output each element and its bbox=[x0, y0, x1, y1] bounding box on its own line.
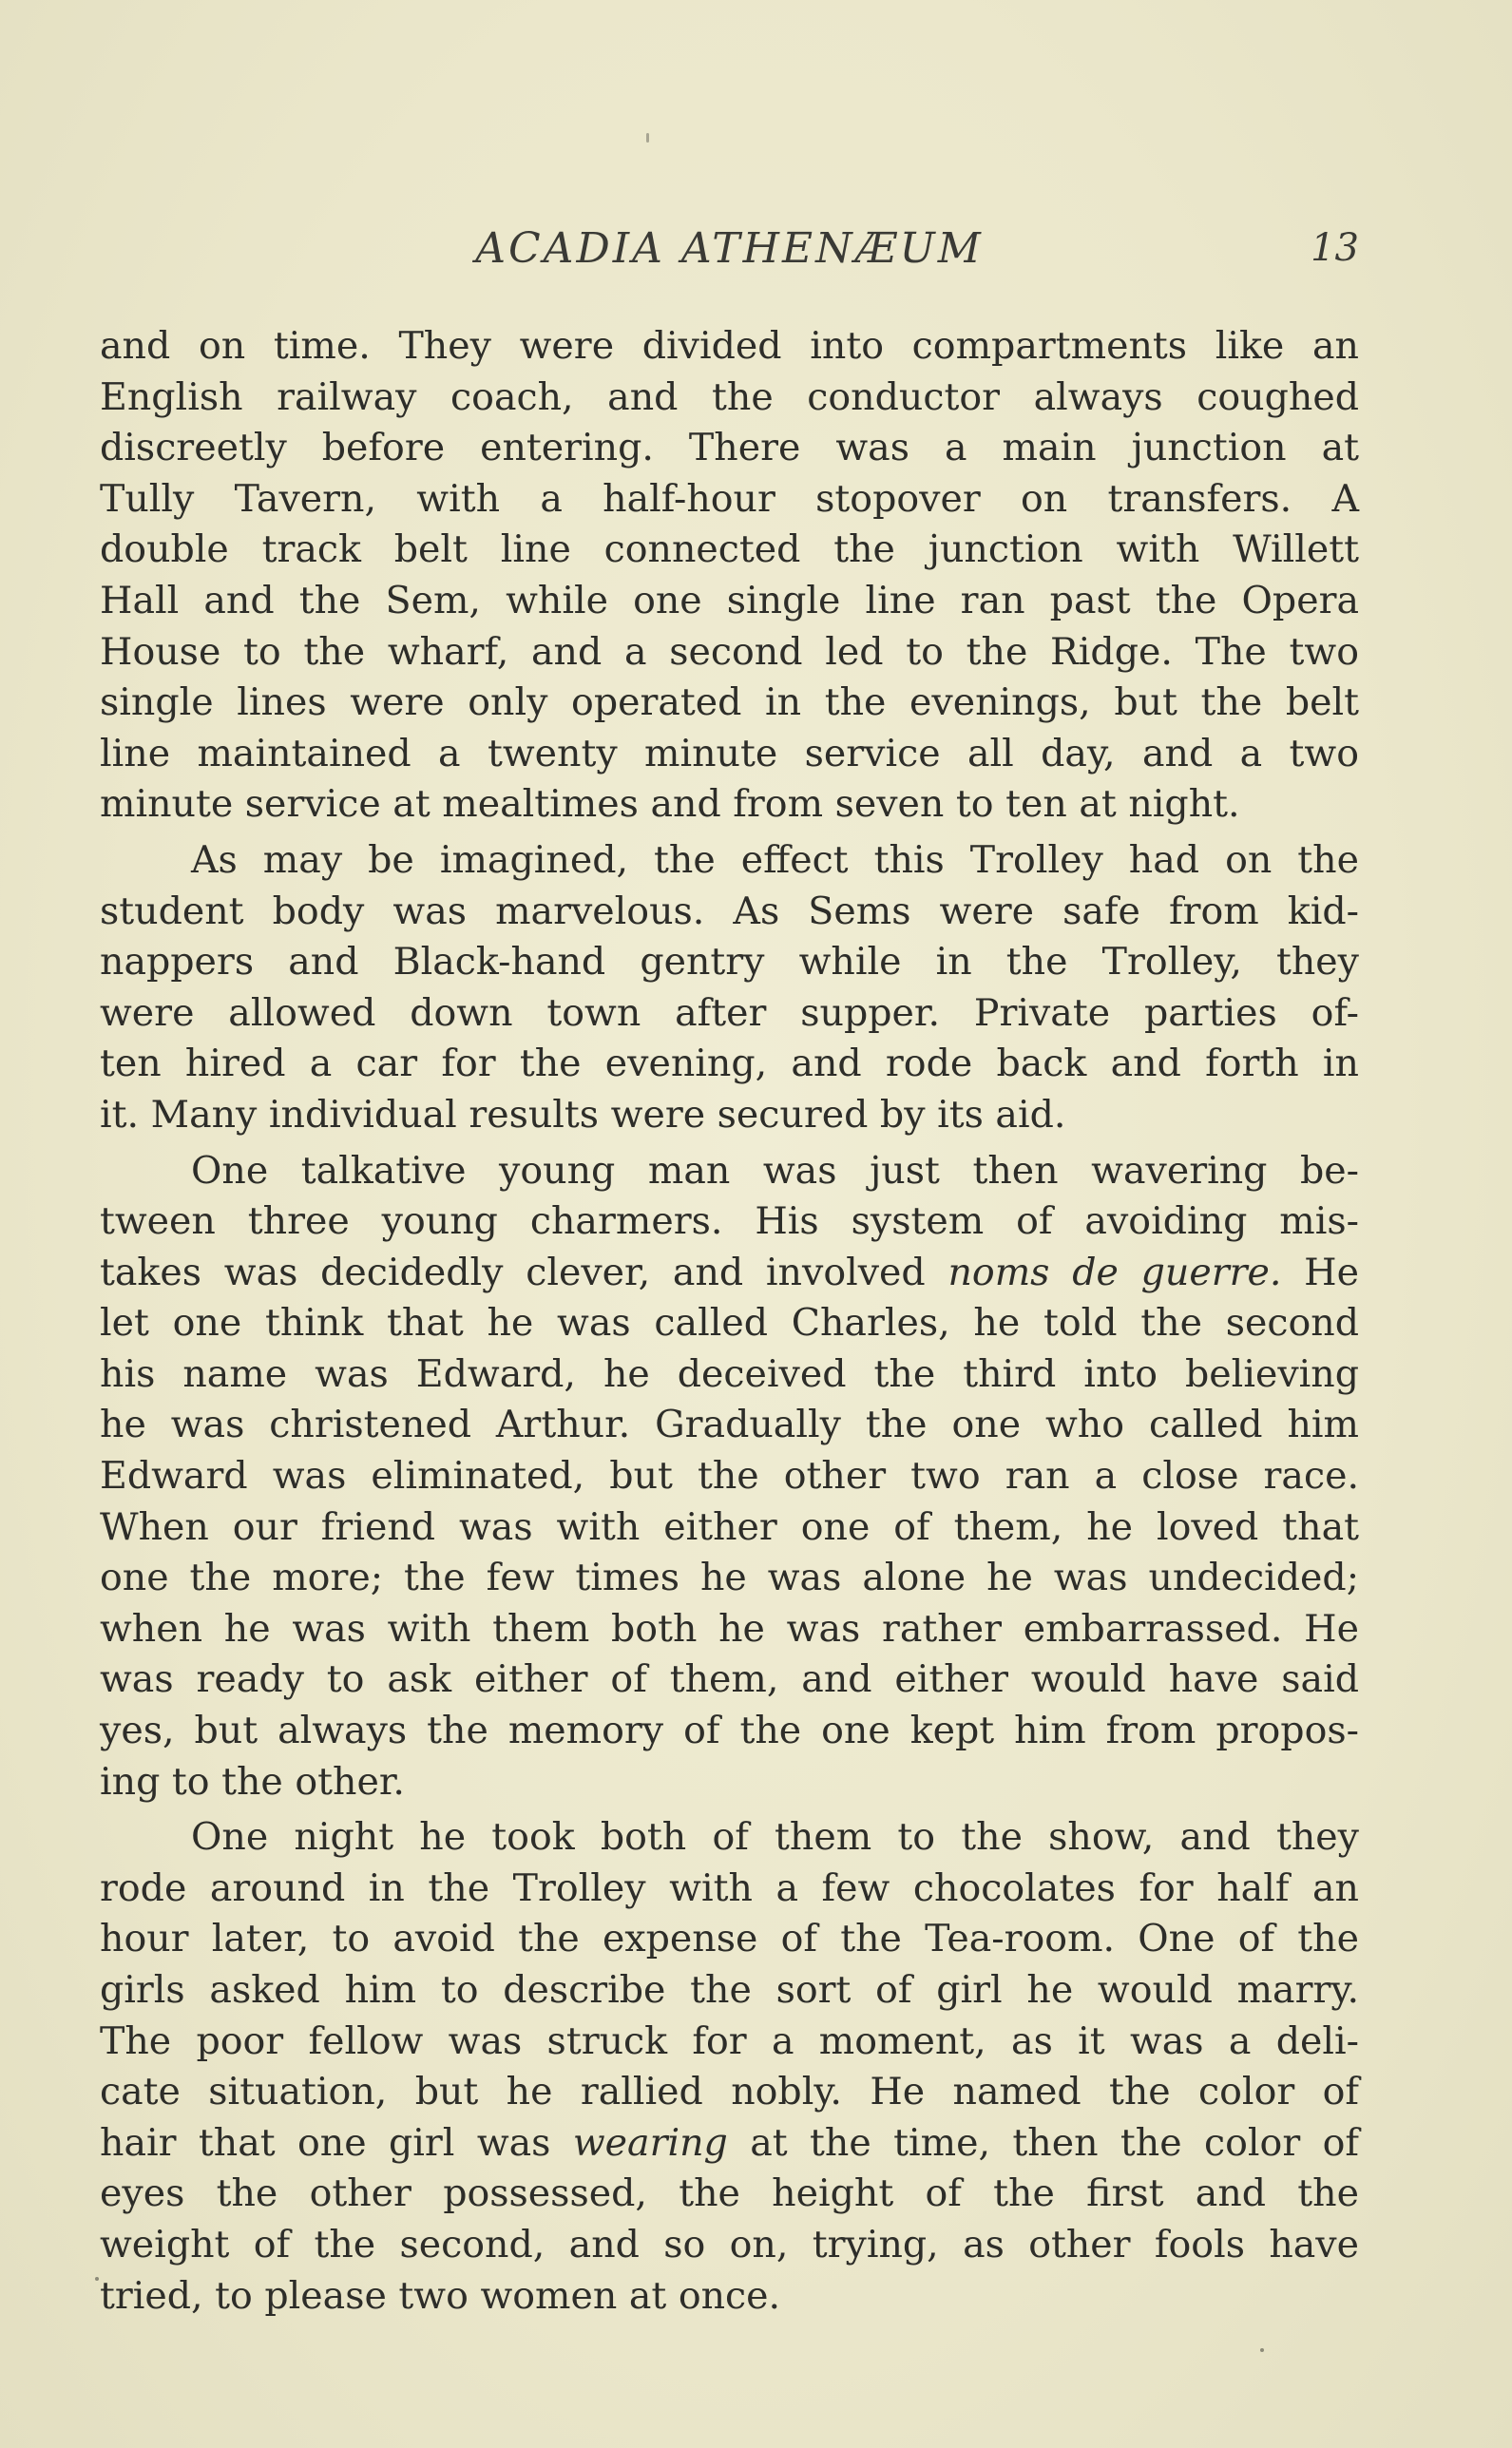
page-number: 13 bbox=[1311, 226, 1359, 270]
text-line: As may be imagined, the effect this Trolley had on the bbox=[191, 837, 1359, 882]
text-line: One night he took both of them to the show, and they bbox=[191, 1815, 1359, 1860]
text-line-with-italic bbox=[100, 2118, 1359, 2170]
text-line: ing to the other. bbox=[100, 1759, 405, 1804]
paragraph-1 bbox=[100, 321, 1359, 831]
text-line: tween three young charmers. His system of avoiding mis- bbox=[100, 1199, 1359, 1244]
text-line: weight of the second, and so on, trying, as other fools have bbox=[100, 2222, 1359, 2266]
paragraph-3 bbox=[100, 1146, 1359, 1808]
text-line: one the more; the few times he was alone he was undecided; bbox=[100, 1556, 1359, 1600]
text-line: When our friend was with either one of them, he loved that bbox=[100, 1504, 1359, 1549]
text-line: House to the wharf, and a second led to the Ridge. The two bbox=[100, 629, 1359, 674]
text-line: English railway coach, and the conductor always coughed bbox=[100, 374, 1359, 419]
text-line: yes, but always the memory of the one kept him from propos- bbox=[100, 1709, 1359, 1753]
text-line: One talkative young man was just then wavering be- bbox=[191, 1148, 1359, 1193]
journal-title: ACADIA ATHENÆUM bbox=[475, 224, 984, 273]
text-line: girls asked him to describe the sort of girl he would marry. bbox=[100, 1968, 1359, 2012]
text-line: double track belt line connected the junction with Willett bbox=[100, 527, 1359, 572]
body-text bbox=[100, 321, 1359, 2322]
text-line: hour later, to avoid the expense of the Tea-room. One of the bbox=[100, 1917, 1359, 1961]
italic-phrase: noms de guerre. bbox=[947, 1250, 1282, 1294]
text-line: nappers and Black-hand gentry while in the Trolley, they bbox=[100, 940, 1359, 985]
italic-word: wearing bbox=[572, 2120, 728, 2165]
text-line: minute service at mealtimes and from seven to ten at night. bbox=[100, 782, 1240, 827]
text-line: single lines were only operated in the evenings, but the belt bbox=[100, 680, 1359, 725]
paper-speck bbox=[646, 133, 649, 143]
text-line: discreetly before entering. There was a main junction at bbox=[100, 426, 1359, 470]
text-segment: He bbox=[1281, 1250, 1359, 1294]
text-line: rode around in the Trolley with a few chocolates for half an bbox=[100, 1865, 1359, 1910]
text-segment: at the time, then the color of bbox=[727, 2120, 1359, 2165]
text-line: his name was Edward, he deceived the third into believing bbox=[100, 1351, 1359, 1396]
text-line: tried, to please two women at once. bbox=[100, 2273, 781, 2318]
running-head bbox=[100, 224, 1359, 281]
text-line: when he was with them both he was rather embarrassed. He bbox=[100, 1606, 1359, 1651]
text-line: student body was marvelous. As Sems were safe from kid- bbox=[100, 889, 1359, 933]
text-line: and on time. They were divided into compartments like an bbox=[100, 324, 1359, 368]
text-line: line maintained a twenty minute service all day, and a two bbox=[100, 731, 1359, 775]
text-line: Edward was eliminated, but the other two ran a close race. bbox=[100, 1454, 1359, 1499]
text-line: eyes the other possessed, the height of the first and the bbox=[100, 2171, 1359, 2216]
text-segment: takes was decidedly clever, and involved bbox=[100, 1250, 926, 1294]
paper-speck bbox=[1260, 2348, 1264, 2352]
text-line: it. Many individual results were secured by its aid. bbox=[100, 1092, 1066, 1137]
text-line: The poor fellow was struck for a moment, as it was a deli- bbox=[100, 2018, 1359, 2063]
text-line: cate situation, but he rallied nobly. He named the color of bbox=[100, 2070, 1359, 2114]
text-line: were allowed down town after supper. Private parties of- bbox=[100, 990, 1359, 1035]
text-line: Tully Tavern, with a half-hour stopover on transfers. A bbox=[100, 476, 1359, 521]
paper-speck bbox=[95, 2277, 99, 2281]
text-line-with-italic bbox=[100, 1248, 1359, 1299]
text-segment: hair that one girl was bbox=[100, 2120, 551, 2165]
text-line: he was christened Arthur. Gradually the one who called him bbox=[100, 1403, 1359, 1447]
text-line: was ready to ask either of them, and either would have said bbox=[100, 1657, 1359, 1702]
text-line: Hall and the Sem, while one single line ran past the Opera bbox=[100, 578, 1359, 622]
text-line: let one think that he was called Charles, he told the second bbox=[100, 1301, 1359, 1346]
text-line: ten hired a car for the evening, and rode back and forth in bbox=[100, 1042, 1359, 1086]
paragraph-4 bbox=[100, 1812, 1359, 2322]
paragraph-2 bbox=[100, 835, 1359, 1141]
